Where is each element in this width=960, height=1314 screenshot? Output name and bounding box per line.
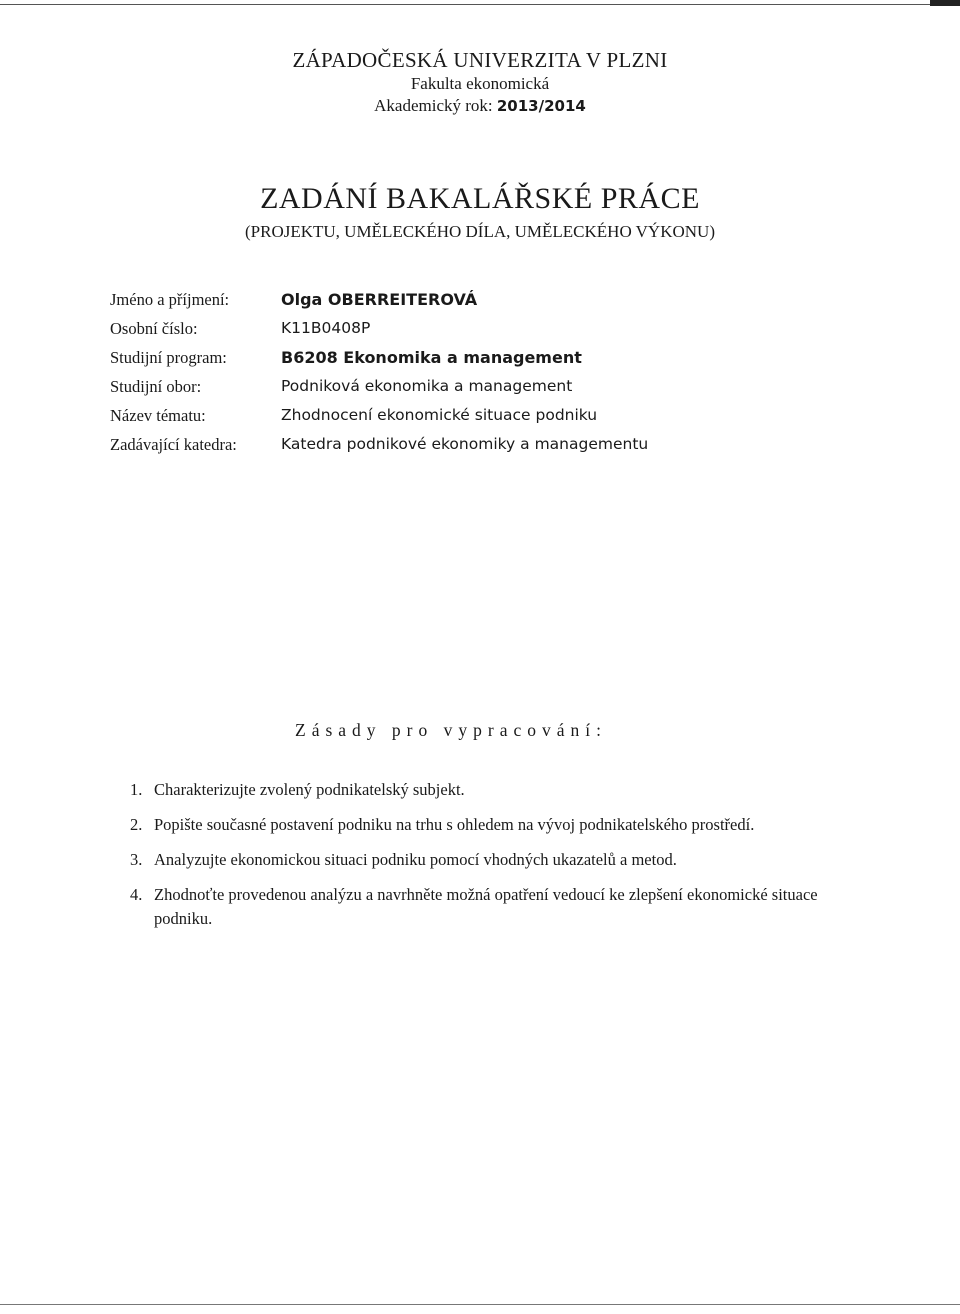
item-text: Zhodnoťte provedenou analýzu a navrhněte možná opatření vedoucí ke zlepšení ekonomické situace podniku. xyxy=(154,885,818,928)
academic-year xyxy=(0,96,960,116)
top-scan-line xyxy=(0,4,940,5)
bottom-scan-line xyxy=(0,1304,960,1305)
info-label: Název tématu: xyxy=(110,406,206,425)
academic-year-label: Akademický rok: xyxy=(374,96,493,115)
item-number: 2. xyxy=(130,815,143,834)
info-value: Katedra podnikové ekonomiky a managementu xyxy=(281,435,649,453)
info-label: Studijní program: xyxy=(110,348,227,367)
document-title: ZADÁNÍ BAKALÁŘSKÉ PRÁCE xyxy=(260,182,700,215)
info-value: Olga OBERREITEROVÁ xyxy=(281,290,478,309)
list-item xyxy=(130,883,850,931)
info-label: Osobní číslo: xyxy=(110,319,198,338)
university-name: ZÁPADOČESKÁ UNIVERZITA V PLZNI xyxy=(292,48,668,72)
item-text: Popište současné postavení podniku na trhu s ohledem na vývoj podnikatelského prostředí. xyxy=(154,815,755,834)
academic-year-value: 2013/2014 xyxy=(496,97,586,115)
list-item xyxy=(130,848,850,872)
item-number: 1. xyxy=(130,780,143,799)
top-right-mark xyxy=(930,0,960,6)
info-value: Podniková ekonomika a management xyxy=(281,377,573,395)
item-number: 3. xyxy=(130,850,143,869)
info-value: B6208 Ekonomika a management xyxy=(281,348,582,367)
faculty-name: Fakulta ekonomická xyxy=(410,74,550,93)
list-item xyxy=(130,778,850,802)
info-value: Zhodnocení ekonomické situace podniku xyxy=(281,406,598,424)
principles-list xyxy=(130,778,850,942)
document-subtitle: (PROJEKTU, UMĚLECKÉHO DÍLA, UMĚLECKÉHO VÝKONU) xyxy=(245,222,715,241)
item-text: Charakterizujte zvolený podnikatelský subjekt. xyxy=(154,780,465,799)
item-text: Analyzujte ekonomickou situaci podniku pomocí vhodných ukazatelů a metod. xyxy=(154,850,677,869)
info-label: Studijní obor: xyxy=(110,377,202,396)
info-value: K11B0408P xyxy=(281,319,371,337)
item-number: 4. xyxy=(130,885,143,904)
list-item xyxy=(130,813,850,837)
principles-heading: Zásady pro vypracování: xyxy=(295,720,607,740)
info-label: Zadávající katedra: xyxy=(110,435,237,454)
info-label: Jméno a příjmení: xyxy=(110,290,230,309)
